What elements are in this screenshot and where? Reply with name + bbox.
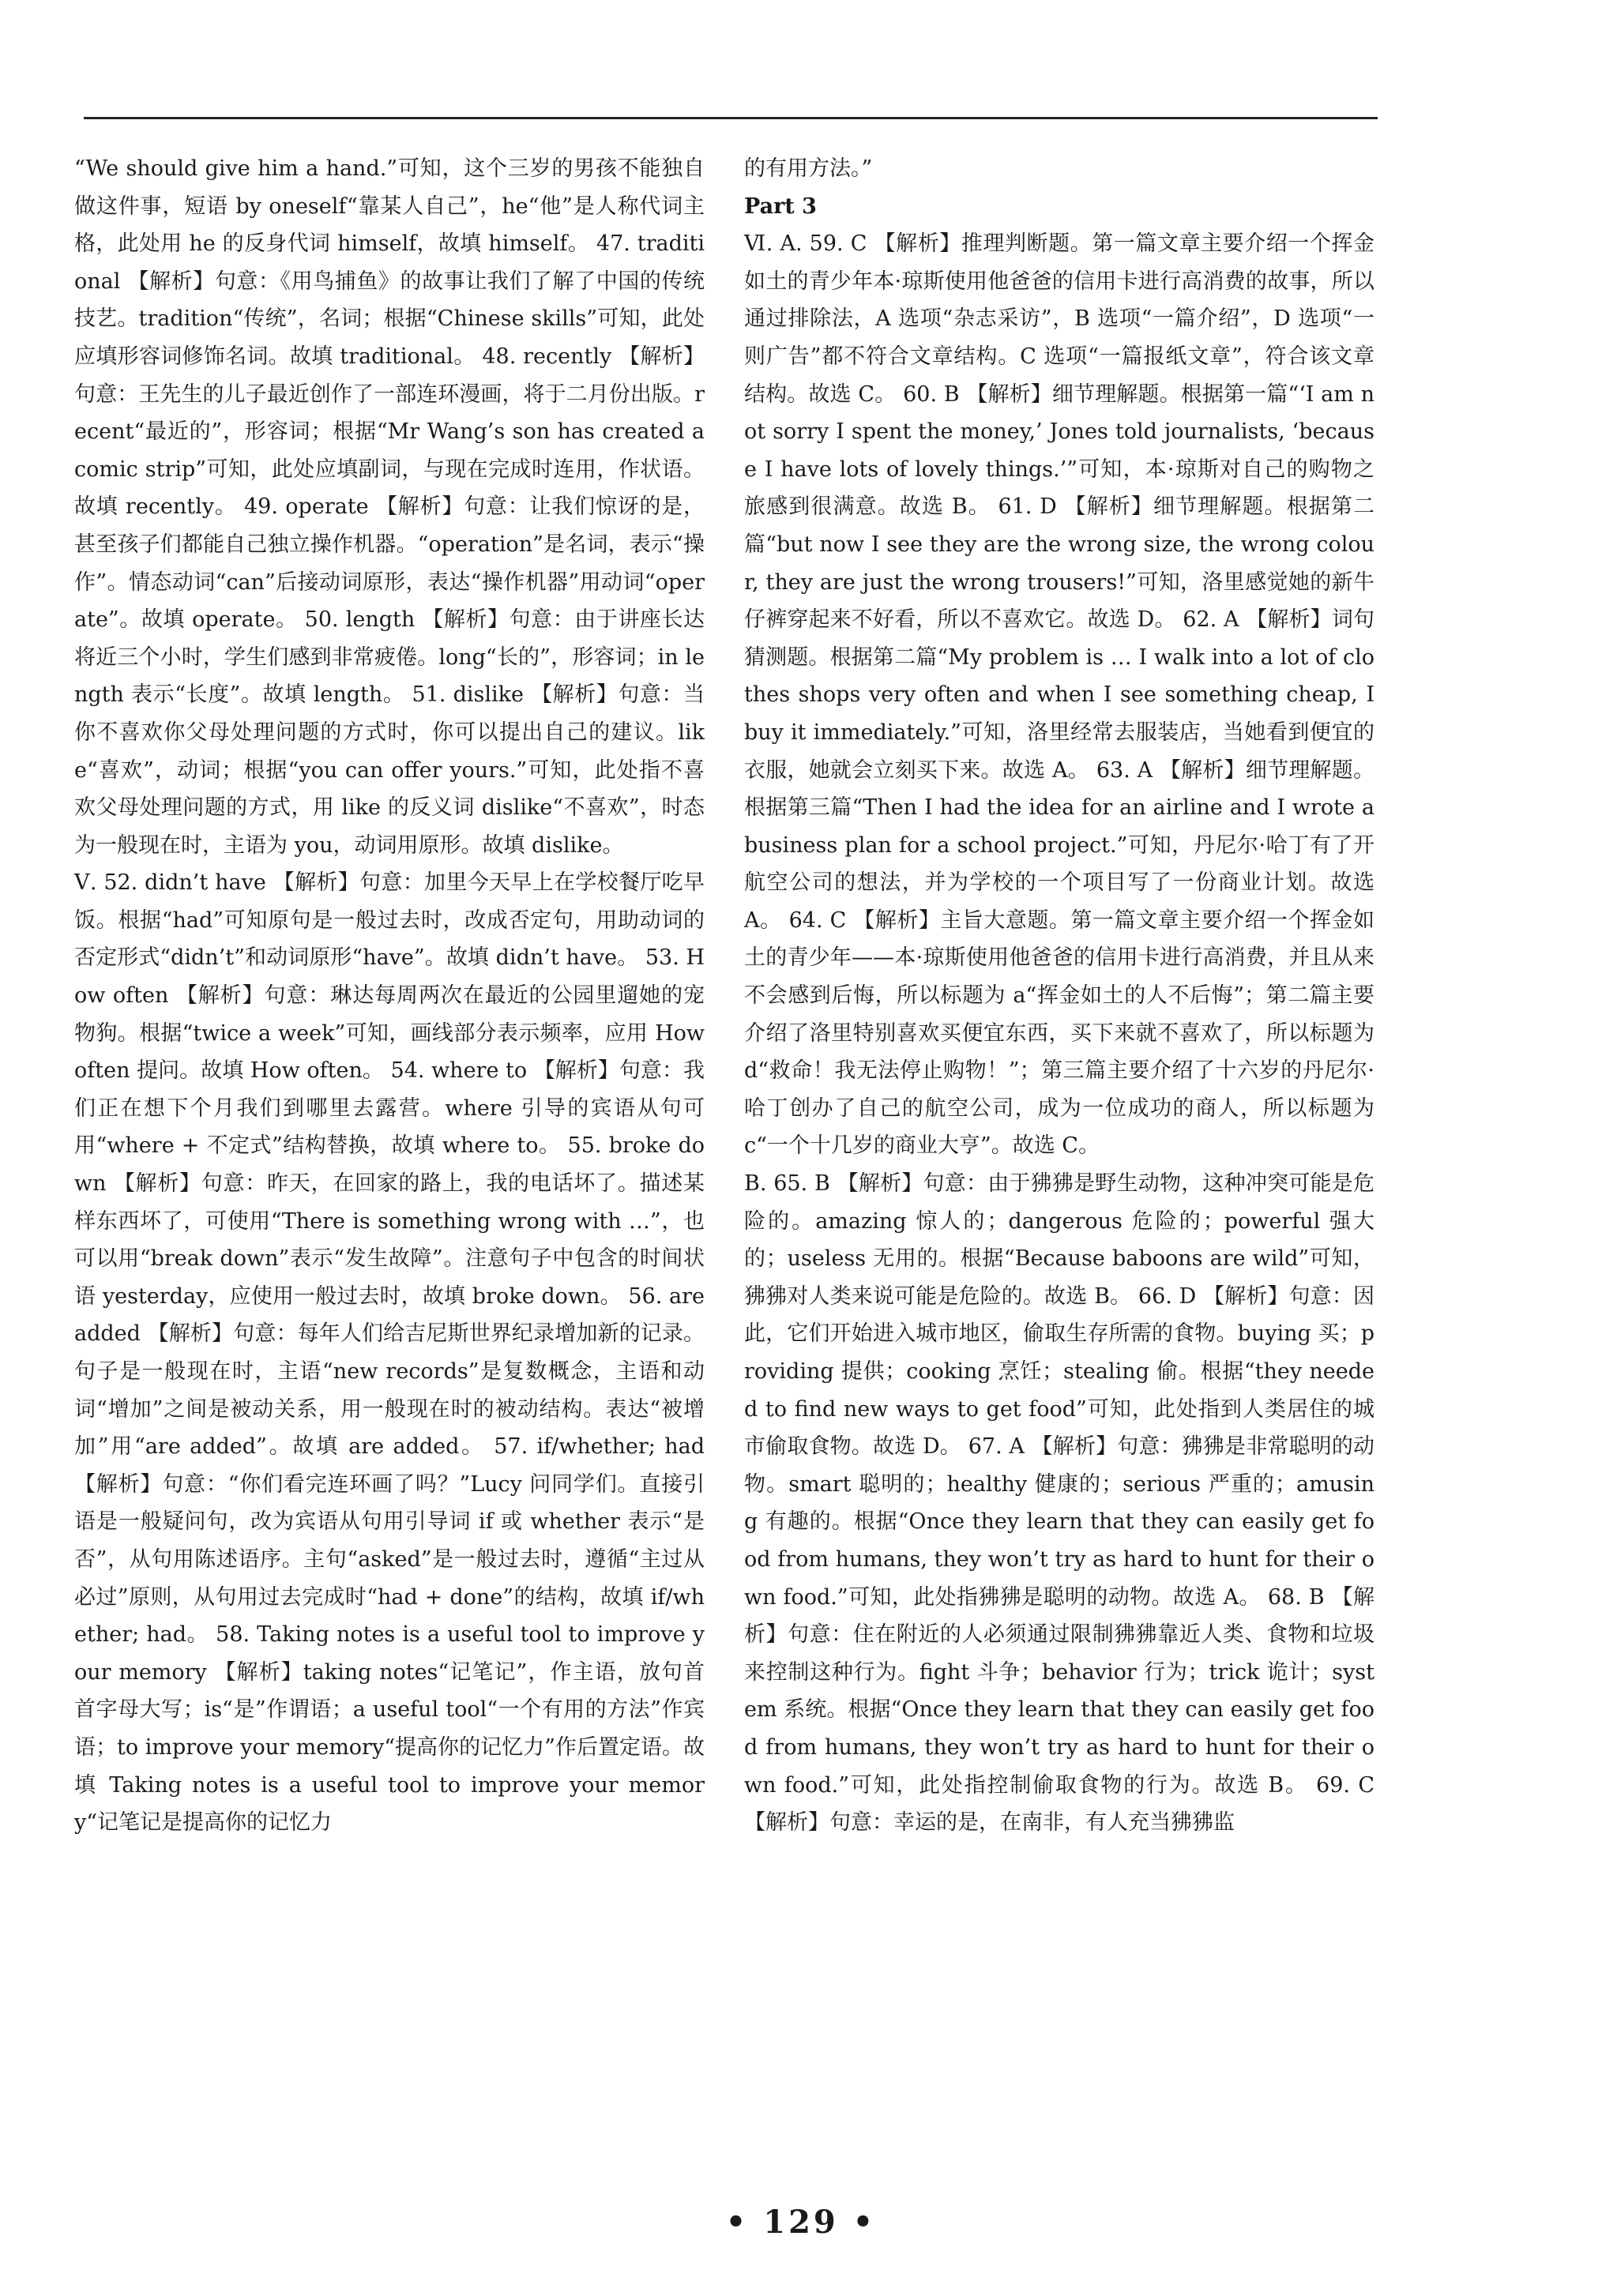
header-rule [84, 117, 1378, 119]
left-column [74, 150, 705, 1842]
answer-paragraph: Ⅵ. A. 59. C 【解析】推理判断题。第一篇文章主要介绍一个挥金如土的青少年本·琼斯使用他爸爸的信用卡进行高消费的故事，所以通过排除法，A 选项“杂志采访”，B 选项“一篇介绍”，D 选项“一则广告”都不符合文章结构。C 选项“一篇报纸文章”，符合该文章结构。故选 C。 60. B 【解析】细节理解题。根据第一篇“‘I am not sorry I spent the money,’ Jones told journalists, ‘because I have lots of lovely things.’”可知，本·琼斯对自己的购物之旅感到很满意。故选 B。 61. D 【解析】细节理解题。根据第二篇“but now I see they are the wrong size, the wrong colour, they are just the wrong trousers!”可知，洛里感觉她的新牛仔裤穿起来不好看，所以不喜欢它。故选 D。 62. A 【解析】词句猜测题。根据第二篇“My problem is … I walk into a lot of clothes shops very often and when I see something cheap, I buy it immediately.”可知，洛里经常去服装店，当她看到便宜的衣服，她就会立刻买下来。故选 A。 63. A 【解析】细节理解题。根据第三篇“Then I had the idea for an airline and I wrote a business plan for a school project.”可知，丹尼尔·哈丁有了开航空公司的想法，并为学校的一个项目写了一份商业计划。故选 A。 64. C 【解析】主旨大意题。第一篇文章主要介绍一个挥金如土的青少年——本·琼斯使用他爸爸的信用卡进行高消费，并且从来不会感到后悔，所以标题为 a“挥金如土的人不后悔”；第二篇主要介绍了洛里特别喜欢买便宜东西，买下来就不喜欢了，所以标题为 d“救命！我无法停止购物！”；第三篇主要介绍了十六岁的丹尼尔·哈丁创办了自己的航空公司，成为一位成功的商人，所以标题为 c“一个十几岁的商业大亨”。故选 C。 [744, 231, 1374, 1159]
answer-paragraph: Ⅴ. 52. didn’t have 【解析】句意：加里今天早上在学校餐厅吃早饭。根据“had”可知原句是一般过去时，改成否定句，用助动词的否定形式“didn’t”和动词原形“have”。故填 didn’t have。 53. How often 【解析】句意：琳达每周两次在最近的公园里遛她的宠物狗。根据“twice a week”可知，画线部分表示频率，应用 How often 提问。故填 How often。 54. where to 【解析】句意：我们正在想下个月我们到哪里去露营。where 引导的宾语从句可用“where + 不定式”结构替换，故填 where to。 55. broke down 【解析】句意：昨天，在回家的路上，我的电话坏了。描述某样东西坏了，可使用“There is something wrong with …”，也可以用“break down”表示“发生故障”。注意句子中包含的时间状语 yesterday，应使用一般过去时，故填 broke down。 56. are added 【解析】句意：每年人们给吉尼斯世界纪录增加新的记录。句子是一般现在时，主语“new records”是复数概念，主语和动词“增加”之间是被动关系，用一般现在时的被动结构。表达“被增加”用“are added”。故填 are added。 57. if/whether; had 【解析】句意：“你们看完连环画了吗？”Lucy 问同学们。直接引语是一般疑问句，改为宾语从句用引导词 if 或 whether 表示“是否”，从句用陈述语序。主句“asked”是一般过去时，遵循“主过从必过”原则，从句用过去完成时“had + done”的结构，故填 if/whether; had。 58. Taking notes is a useful tool to improve your memory 【解析】taking notes“记笔记”，作主语，放句首首字母大写；is“是”作谓语；a useful tool“一个有用的方法”作宾语；to improve your memory“提高你的记忆力”作后置定语。故填 Taking notes is a useful tool to improve your memory“记笔记是提高你的记忆力 [74, 870, 705, 1836]
answer-paragraph: B. 65. B 【解析】句意：由于狒狒是野生动物，这种冲突可能是危险的。amazing 惊人的；dangerous 危险的；powerful 强大的；useless 无用的。根据“Because baboons are wild”可知，狒狒对人类来说可能是危险的。故选 B。 66. D 【解析】句意：因此，它们开始进入城市地区，偷取生存所需的食物。buying 买；providing 提供；cooking 烹饪；stealing 偷。根据“they needed to find new ways to get food”可知，此处指到人类居住的城市偷取食物。故选 D。 67. A 【解析】句意：狒狒是非常聪明的动物。smart 聪明的；healthy 健康的；serious 严重的；amusing 有趣的。根据“Once they learn that they can easily get food from humans, they won’t try as hard to hunt for their own food.”可知，此处指狒狒是聪明的动物。故选 A。 68. B 【解析】句意：住在附近的人必须通过限制狒狒靠近人类、食物和垃圾来控制这种行为。fight 斗争；behavior 行为；trick 诡计；system 系统。根据“Once they learn that they can easily get food from humans, they won’t try as hard to hunt for their own food.”可知，此处指控制偷取食物的行为。故选 B。 69. C 【解析】句意：幸运的是，在南非，有人充当狒狒监 [744, 1171, 1374, 1836]
answer-paragraph: 的有用方法。” [744, 156, 873, 181]
page-number: • 129 • [725, 2204, 877, 2241]
right-column [744, 150, 1374, 1842]
answer-paragraph: “We should give him a hand.”可知，这个三岁的男孩不能独自做这件事，短语 by oneself“靠某人自己”，he“他”是人称代词主格，此处用 he 的反身代词 himself，故填 himself。 47. traditional 【解析】句意：《用鸟捕鱼》的故事让我们了解了中国的传统技艺。tradition“传统”，名词；根据“Chinese skills”可知，此处应填形容词修饰名词。故填 traditional。 48. recently 【解析】句意：王先生的儿子最近创作了一部连环漫画，将于二月份出版。recent“最近的”，形容词；根据“Mr Wang’s son has created a comic strip”可知，此处应填副词，与现在完成时连用，作状语。故填 recently。 49. operate 【解析】句意：让我们惊讶的是，甚至孩子们都能自己独立操作机器。“operation”是名词，表示“操作”。情态动词“can”后接动词原形，表达“操作机器”用动词“operate”。故填 operate。 50. length 【解析】句意：由于讲座长达将近三个小时，学生们感到非常疲倦。long“长的”，形容词；in length 表示“长度”。故填 length。 51. dislike 【解析】句意：当你不喜欢你父母处理问题的方式时，你可以提出自己的建议。like“喜欢”，动词；根据“you can offer yours.”可知，此处指不喜欢父母处理问题的方式，用 like 的反义词 dislike“不喜欢”，时态为一般现在时，主语为 you，动词用原形。故填 dislike。 [74, 156, 705, 858]
part-heading: Part 3 [744, 194, 817, 219]
